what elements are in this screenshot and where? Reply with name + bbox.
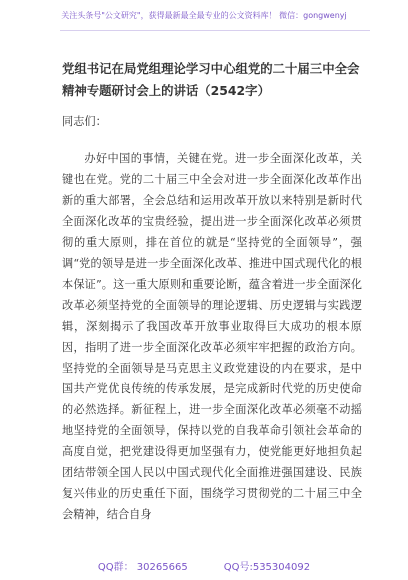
header-divider — [60, 30, 370, 31]
header-banner: 关注头条号"公文研究"，获得最新最全最专业的公文资料库！ 微信：gongwenyj — [61, 11, 347, 20]
body-paragraph: 办好中国的事情，关键在党。进一步全面深化改革，关键也在党。党的二十届三中全会对进一步全面深化改革作出新的重大部署，全会总结和运用改革开放以来特别是新时代全面深化改革的宝贵经验，提出进一步全面深化改革必须贯彻的重大原则，排在首位的就是“坚持党的全面领导”，强调“党的领导是进一步全面深化改革、推进中国式现代化的根本保证”。这一重大原则和重要论断，蕴含着进一步全面深化改革必须坚持党的全面领导的理论逻辑、历史逻辑与实践逻辑，深刻揭示了我国改革开放事业取得巨大成功的根本原因，指明了进一步全面深化改革必须牢牢把握的政治方向。坚持党的全面领导是马克思主义政党建设的内在要求，是中国共产党优良传统的传承发展，是完成新时代党的历史使命的必然选择。新征程上，进一步全面深化改革必须毫不动摇地坚持党的全面领导，保持以党的自我革命引领社会革命的高度自觉，把党建设得更加坚强有力，使党能更好地担负起团结带领全国人民以中国式现代化全面推进强国建设、民族复兴伟业的历史重任下面，围绕学习贯彻党的二十届三中全会精神，结合自身 — [62, 152, 362, 522]
greeting: 同志们： — [62, 115, 107, 128]
qq-number: QQ号:535304092 — [223, 562, 311, 573]
qq-group: QQ群： 30265665 — [97, 562, 188, 573]
footer-contact — [0, 558, 408, 573]
document-title: 党组书记在局党组理论学习中心组党的二十届三中全会精神专题研讨会上的讲话（2542字） — [62, 61, 360, 98]
